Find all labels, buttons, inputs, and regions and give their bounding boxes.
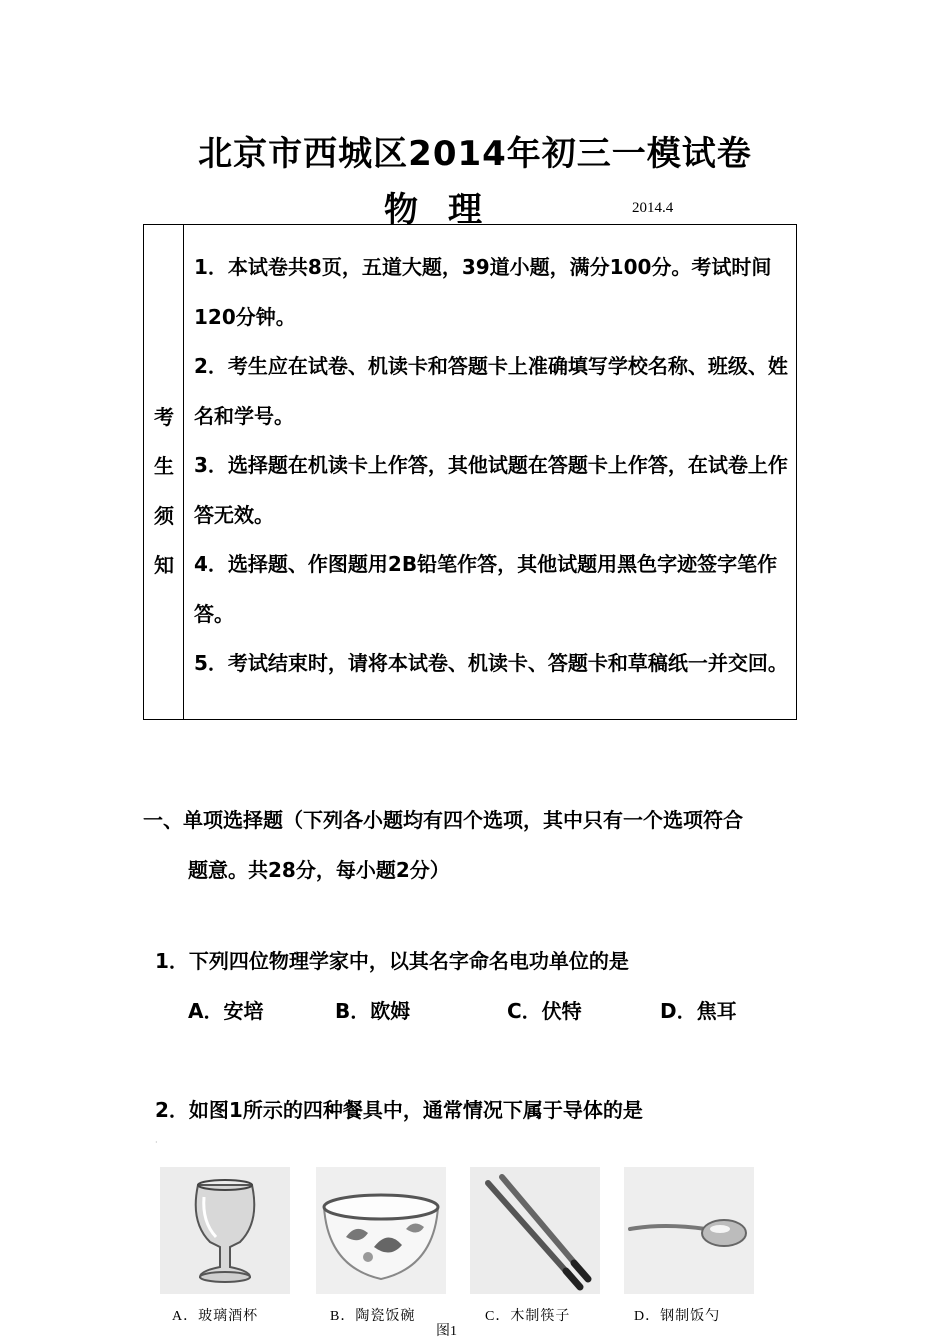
notice-items	[194, 243, 794, 689]
section-heading-line: 题意。共28分，每小题2分）	[188, 858, 450, 882]
question-1-stem: 1．下列四位物理学家中，以其名字命名电功单位的是	[155, 949, 629, 973]
caption-a: A．玻璃酒杯	[172, 1309, 259, 1324]
q1-option-c: C．伏特	[507, 999, 582, 1023]
q1-option-d: D．焦耳	[660, 999, 737, 1023]
stray-mark: ·	[155, 1138, 158, 1147]
exam-date: 2014.4	[632, 200, 674, 216]
side-char: 考	[154, 405, 174, 429]
q1-option-a: A．安培	[188, 999, 264, 1023]
notice-item: 5．考试结束时，请将本试卷、机读卡、答题卡和草稿纸一并交回。	[194, 651, 788, 675]
figure-label: 图1	[436, 1324, 457, 1339]
caption-c: C．木制筷子	[485, 1309, 571, 1324]
q1-option-b: B．欧姆	[335, 999, 411, 1023]
question-2-stem: 2．如图1所示的四种餐具中，通常情况下属于导体的是	[155, 1098, 643, 1122]
exam-title: 北京市西城区2014年初三一模试卷	[198, 134, 752, 174]
notice-item: 3．选择题在机读卡上作答，其他试题在答题卡上作答，在试卷上作答无效。	[194, 453, 788, 527]
caption-b: B．陶瓷饭碗	[330, 1309, 416, 1324]
side-char: 生	[154, 454, 174, 478]
notice-side-label	[144, 225, 184, 719]
notice-item: 4．选择题、作图题用2B铅笔作答，其他试题用黑色字迹签字笔作答。	[194, 552, 778, 626]
section-heading	[143, 795, 823, 895]
photo-steel-spoon	[624, 1167, 754, 1294]
notice-item: 1．本试卷共8页，五道大题，39道小题，满分100分。考试时间120分钟。	[194, 255, 772, 329]
notice-item: 2．考生应在试卷、机读卡和答题卡上准确填写学校名称、班级、姓名和学号。	[194, 354, 788, 428]
photo-ceramic-bowl	[316, 1167, 446, 1294]
section-heading-line: 一、单项选择题（下列各小题均有四个选项，其中只有一个选项符合	[143, 808, 743, 832]
side-char: 须	[154, 504, 174, 528]
photo-wooden-chopsticks	[470, 1167, 600, 1294]
side-char: 知	[154, 553, 174, 577]
subject-title: 物理	[384, 190, 512, 230]
caption-d: D．钢制饭勺	[634, 1309, 721, 1324]
candidate-notice-table	[143, 224, 797, 720]
photo-glass-cup	[160, 1167, 290, 1294]
